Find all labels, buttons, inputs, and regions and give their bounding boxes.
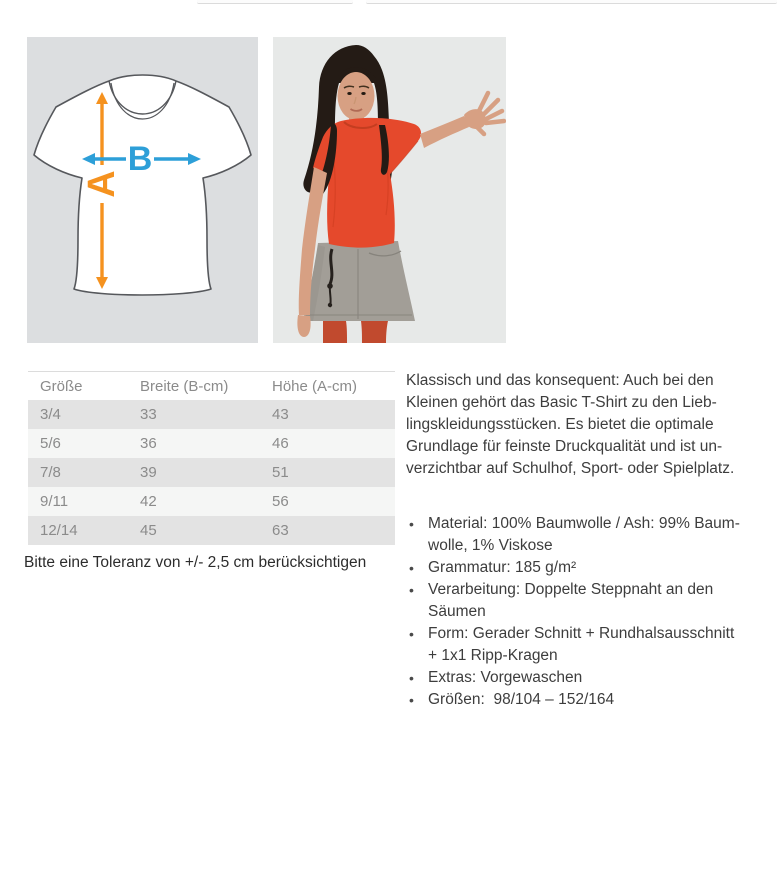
table-row xyxy=(28,458,395,487)
cell-width: 36 xyxy=(128,429,260,458)
width-arrow-label: B xyxy=(127,140,153,178)
feature-item-form xyxy=(406,623,777,667)
cell-height: 63 xyxy=(260,516,395,545)
description-line: lingskleidungsstücken. Es bietet die optimale xyxy=(406,416,714,433)
model-skirt xyxy=(303,241,415,321)
description-line: Grundlage für feinste Druckqualität und ist un- xyxy=(406,438,723,455)
table-row xyxy=(28,516,395,545)
description-line: Kleinen gehört das Basic T-Shirt zu den Lieb- xyxy=(406,394,717,411)
cell-size: 5/6 xyxy=(28,429,128,458)
cell-width: 42 xyxy=(128,487,260,516)
description-line: verzichtbar auf Schulhof, Sport- oder Spielplatz. xyxy=(406,460,735,477)
cell-size: 9/11 xyxy=(28,487,128,516)
tolerance-note: Bitte eine Toleranz von +/- 2,5 cm berücksichtigen xyxy=(24,554,367,571)
cell-size: 3/4 xyxy=(28,400,128,429)
feature-line: + 1x1 Ripp-Kragen xyxy=(428,647,558,664)
cell-size: 7/8 xyxy=(28,458,128,487)
cell-width: 45 xyxy=(128,516,260,545)
cell-height: 43 xyxy=(260,400,395,429)
size-table-section xyxy=(24,371,395,572)
table-row xyxy=(28,400,395,429)
size-table-header-row xyxy=(28,372,395,401)
cell-size: 12/14 xyxy=(28,516,128,545)
col-header-height: Höhe (A-cm) xyxy=(260,372,395,401)
feature-list xyxy=(406,513,777,711)
size-table xyxy=(28,371,395,545)
col-header-width: Breite (B-cm) xyxy=(128,372,260,401)
feature-line: • Verarbeitung: Doppelte Steppnaht an den xyxy=(428,581,714,598)
description-line: Klassisch und das konsequent: Auch bei den xyxy=(406,372,714,389)
top-edge-artifact-left xyxy=(197,0,353,4)
product-description-section xyxy=(406,370,777,711)
feature-line: Säumen xyxy=(428,603,486,620)
cell-height: 56 xyxy=(260,487,395,516)
feature-line: • Material: 100% Baumwolle / Ash: 99% Baum- xyxy=(428,515,740,532)
product-description xyxy=(406,370,777,480)
table-row xyxy=(28,429,395,458)
feature-line: • Grammatur: 185 g/m² xyxy=(428,559,577,576)
feature-item-verarbeitung xyxy=(406,579,777,623)
feature-item-grammatur xyxy=(406,557,777,579)
feature-item-groessen xyxy=(406,689,777,711)
feature-line: • Extras: Vorgewaschen xyxy=(428,669,583,686)
top-edge-artifact-right xyxy=(366,0,777,4)
cell-width: 33 xyxy=(128,400,260,429)
feature-line: wolle, 1% Viskose xyxy=(428,537,553,554)
col-header-size: Größe xyxy=(28,372,128,401)
feature-line: • Größen: 98/104 – 152/164 xyxy=(428,691,615,708)
feature-line: • Form: Gerader Schnitt + Rundhalsausschnitt xyxy=(428,625,735,642)
cell-height: 46 xyxy=(260,429,395,458)
feature-item-material xyxy=(406,513,777,557)
height-arrow-label: A xyxy=(81,170,123,198)
model-photo xyxy=(273,37,506,343)
skirt-drawstring xyxy=(330,249,332,284)
size-diagram xyxy=(27,37,258,343)
cell-height: 51 xyxy=(260,458,395,487)
feature-item-extras xyxy=(406,667,777,689)
cell-width: 39 xyxy=(128,458,260,487)
table-row xyxy=(28,487,395,516)
